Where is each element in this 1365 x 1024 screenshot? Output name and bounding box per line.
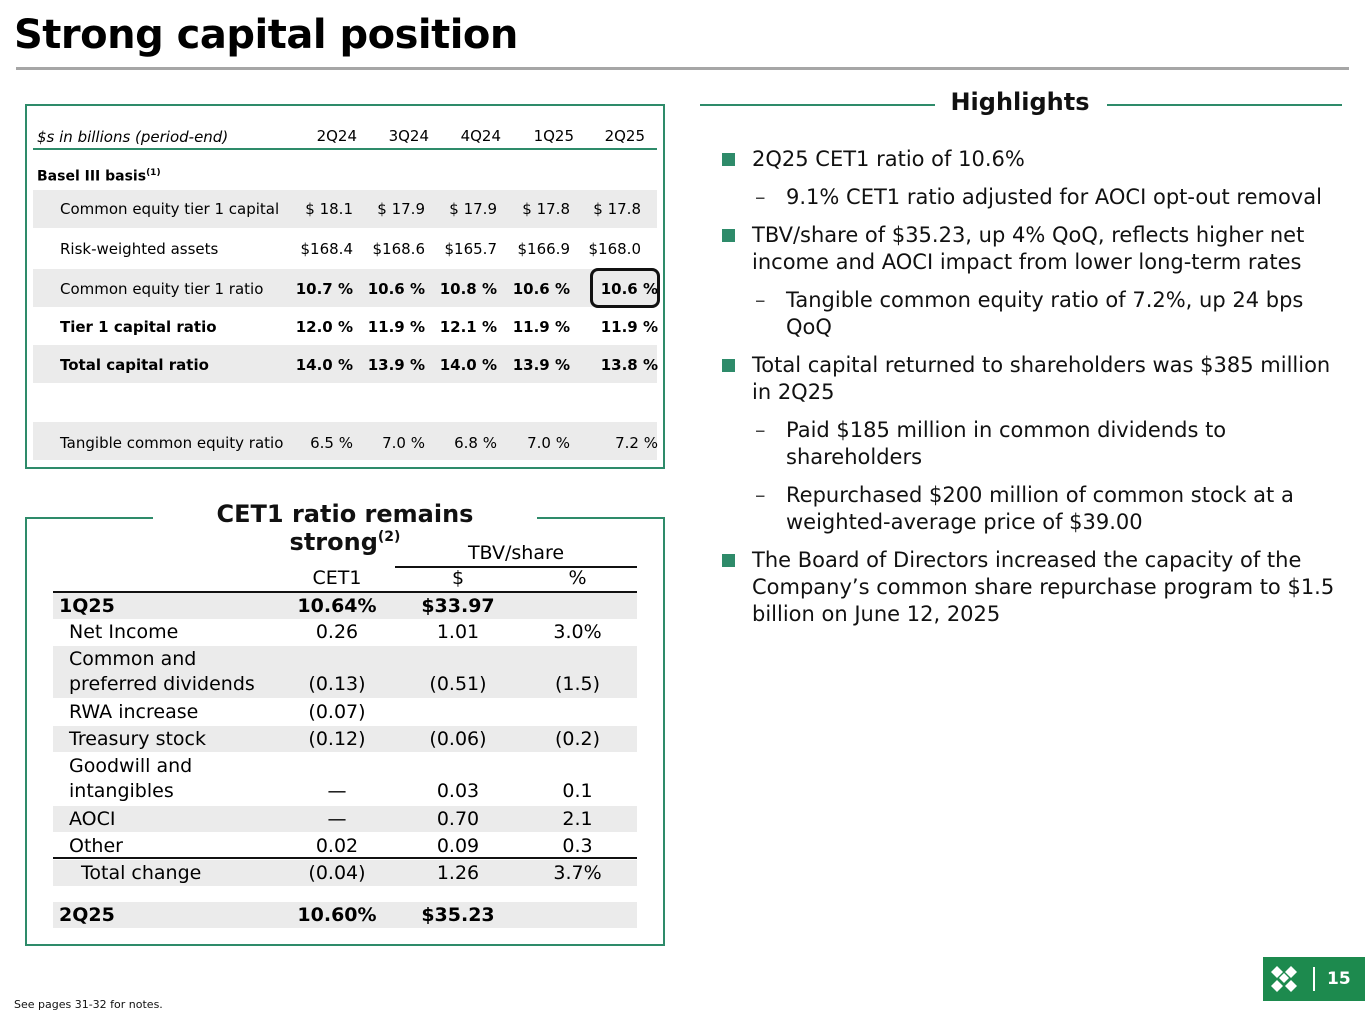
cell: (0.2) [554, 728, 601, 750]
list-subitem [720, 417, 1350, 471]
table-row [33, 422, 657, 460]
cell: 3.0% [553, 621, 602, 643]
cell: $166.9 [517, 240, 570, 258]
row-label: preferred dividends [69, 673, 255, 695]
cell: $168.4 [300, 240, 353, 258]
table-row [53, 860, 637, 886]
subbullet-text: Paid $185 million in common dividends to shareholders [786, 418, 1227, 469]
column-header-row [53, 567, 637, 593]
row-label: intangibles [69, 780, 174, 802]
col-header: 2Q25 [604, 127, 645, 145]
subbullet-text: 9.1% CET1 ratio adjusted for AOCI opt-out removal [786, 185, 1322, 209]
list-item [720, 547, 1350, 628]
page-number: 15 [1327, 969, 1351, 989]
capital-metrics-table [25, 104, 665, 469]
table-row [53, 593, 637, 619]
cell: 12.1 % [439, 318, 497, 336]
highlight-outline [590, 268, 660, 308]
section-label [33, 162, 657, 190]
footnote: See pages 31-32 for notes. [14, 998, 163, 1011]
box-border [537, 517, 665, 519]
cell: 10.6 % [512, 280, 570, 298]
cell: 3.7% [553, 862, 602, 884]
table-row [53, 806, 637, 832]
row-label: Treasury stock [69, 728, 206, 750]
bullet-text: 2Q25 CET1 ratio of 10.6% [752, 147, 1025, 171]
table-row [53, 902, 637, 928]
col-header: 2Q24 [316, 127, 357, 145]
cet1-title-text: CET1 ratio remains strong [216, 500, 474, 556]
cell: 0.1 [562, 780, 593, 802]
cell: $ 17.9 [449, 200, 497, 218]
dash-icon: – [755, 483, 766, 507]
cell: 1.01 [436, 621, 480, 643]
dash-icon: – [755, 288, 766, 312]
group-header: TBV/share [395, 542, 637, 568]
cell: — [327, 808, 347, 830]
table-row [53, 646, 637, 698]
highlights-rule-left [700, 104, 935, 106]
bullet-icon [722, 359, 735, 372]
bullet-text: TBV/share of $35.23, up 4% QoQ, reflects higher net income and AOCI impact from lower long-term rates [752, 223, 1305, 274]
row-label: Net Income [69, 621, 179, 643]
highlights-rule-right [1107, 104, 1342, 106]
cell: (0.51) [429, 673, 487, 695]
list-item [720, 146, 1350, 173]
cell: $33.97 [421, 595, 495, 617]
cell: 0.09 [436, 835, 480, 857]
cell: $168.6 [372, 240, 425, 258]
box-border [25, 517, 153, 519]
cell: 11.9 % [512, 318, 570, 336]
table-row [33, 345, 657, 383]
table-row [33, 190, 657, 228]
row-label: Goodwill and [69, 755, 193, 777]
table-row [53, 699, 637, 725]
cell: 6.8 % [454, 434, 497, 452]
page-title: Strong capital position [14, 12, 518, 58]
cell: 0.26 [315, 621, 359, 643]
cell: $165.7 [444, 240, 497, 258]
subbullet-text: Repurchased $200 million of common stock at a weighted-average price of $39.00 [786, 483, 1294, 534]
list-item [720, 222, 1350, 276]
col-header: 3Q24 [388, 127, 429, 145]
row-label: Common equity tier 1 ratio [60, 280, 264, 298]
list-subitem [720, 482, 1350, 536]
logo-icon [1265, 957, 1309, 1001]
cell: 7.2 % [615, 434, 658, 452]
row-label: 1Q25 [59, 595, 115, 617]
brand-logo [1263, 957, 1365, 1001]
cell: (0.07) [308, 701, 366, 723]
dash-icon: – [755, 185, 766, 209]
cell: 10.64% [297, 595, 377, 617]
cell: $ 17.8 [522, 200, 570, 218]
cell: 13.9 % [512, 356, 570, 374]
cell: $ 17.9 [377, 200, 425, 218]
table-row [33, 269, 657, 307]
units-label: $s in billions (period-end) [37, 128, 229, 146]
cell: 7.0 % [382, 434, 425, 452]
row-label: 2Q25 [59, 904, 115, 926]
cell: 0.03 [436, 780, 480, 802]
row-label: Common and [69, 648, 197, 670]
cell: 13.8 % [600, 356, 658, 374]
subbullet-text: Tangible common equity ratio of 7.2%, up 24 bps QoQ [786, 288, 1304, 339]
list-subitem [720, 287, 1350, 341]
highlights-list [720, 146, 1350, 639]
section-footnote: (1) [146, 168, 161, 178]
cell: 10.6 % [600, 280, 658, 298]
table-row [33, 309, 657, 345]
cell: $168.0 [588, 240, 641, 258]
table-row [53, 833, 637, 859]
bullet-text: The Board of Directors increased the capacity of the Company’s common share repurchase program to $1.5 billion on June 12, 2025 [752, 548, 1335, 626]
cell: 13.9 % [367, 356, 425, 374]
cell: (0.06) [429, 728, 487, 750]
cell: 14.0 % [295, 356, 353, 374]
logo-divider [1313, 967, 1315, 991]
highlights-title: Highlights [950, 88, 1090, 116]
cell: 10.8 % [439, 280, 497, 298]
cell: 7.0 % [527, 434, 570, 452]
cell: 14.0 % [439, 356, 497, 374]
table-header [33, 120, 657, 150]
cell: 10.6 % [367, 280, 425, 298]
col-header: 4Q24 [460, 127, 501, 145]
cell: 10.60% [297, 904, 377, 926]
cet1-title-footnote: (2) [377, 529, 401, 545]
row-label: Tier 1 capital ratio [60, 318, 217, 336]
cell: (0.12) [308, 728, 366, 750]
cell: (0.13) [308, 673, 366, 695]
cell: 6.5 % [310, 434, 353, 452]
cell: 11.9 % [367, 318, 425, 336]
col-header: CET1 [312, 567, 362, 589]
row-label: Total capital ratio [60, 356, 209, 374]
dash-icon: – [755, 418, 766, 442]
cell: $35.23 [421, 904, 495, 926]
bullet-icon [722, 229, 735, 242]
cell: (0.04) [308, 862, 366, 884]
list-subitem [720, 184, 1350, 211]
cet1-rollforward-table [53, 540, 637, 940]
table-row [53, 753, 637, 805]
row-label: Total change [81, 862, 202, 884]
row-label: Other [69, 835, 123, 857]
cell: 2.1 [562, 808, 593, 830]
row-label: Tangible common equity ratio [60, 434, 284, 452]
col-header: 1Q25 [533, 127, 574, 145]
cell: 12.0 % [295, 318, 353, 336]
col-header: % [568, 567, 587, 589]
cell: 11.9 % [600, 318, 658, 336]
table-row [33, 230, 657, 268]
list-item [720, 352, 1350, 406]
row-label: AOCI [69, 808, 116, 830]
bullet-text: Total capital returned to shareholders was $385 million in 2Q25 [752, 353, 1331, 404]
cell: (1.5) [554, 673, 601, 695]
col-header: $ [451, 567, 465, 589]
row-label: Risk-weighted assets [60, 240, 219, 258]
title-divider [16, 67, 1349, 70]
cell: — [327, 780, 347, 802]
cell: 0.3 [562, 835, 593, 857]
cell: $ 17.8 [593, 200, 641, 218]
table-row [53, 726, 637, 752]
cell: 1.26 [436, 862, 480, 884]
table-row [53, 619, 637, 645]
bullet-icon [722, 153, 735, 166]
cell: 0.70 [436, 808, 480, 830]
cell: 0.02 [315, 835, 359, 857]
cell: 10.7 % [295, 280, 353, 298]
row-label: Common equity tier 1 capital [60, 200, 280, 218]
row-label: RWA increase [69, 701, 199, 723]
cell: $ 18.1 [305, 200, 353, 218]
bullet-icon [722, 554, 735, 567]
section-label-text: Basel III basis [37, 168, 147, 185]
